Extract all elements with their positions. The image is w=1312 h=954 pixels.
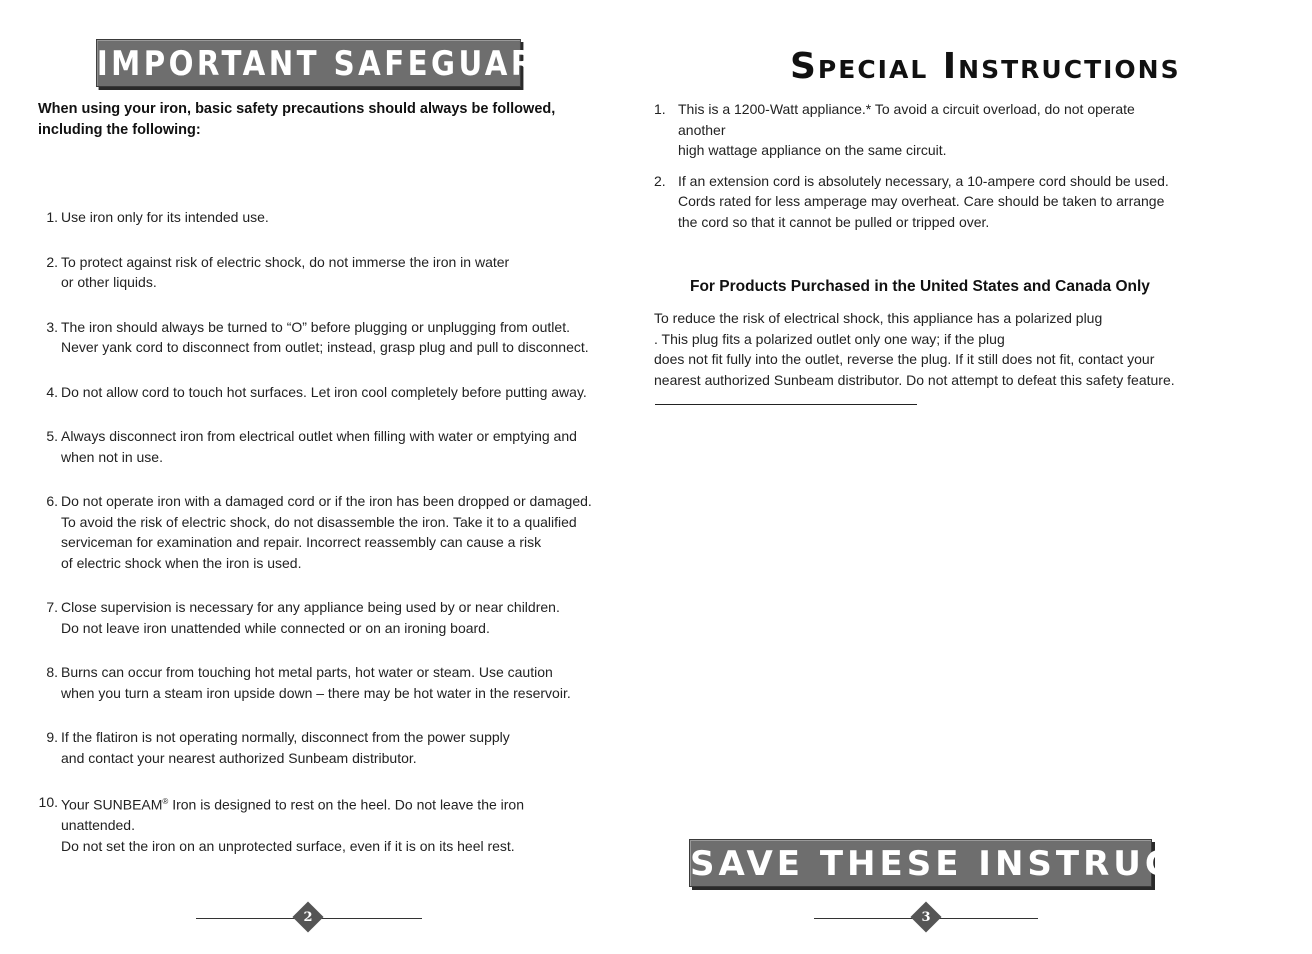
safeguards-intro: When using your iron, basic safety precautions should always be followed, including the following: [38, 101, 556, 138]
list-item: 6. Do not operate iron with a damaged cord or if the iron has been dropped or damaged. To avoid the risk of electric shock, do not disassemble the iron. Take it to a qualified serviceman for examination and repair. Incorrect reassembly can cause a risk of electric shock when the iron is used. [46, 493, 592, 571]
us-canada-subheading: For Products Purchased in the United States and Canada Only [690, 278, 1150, 295]
list-item: 1. This is a 1200-Watt appliance.* To avoid a circuit overload, do not operate another high wattage appliance on the same circuit. [654, 101, 1135, 158]
list-item: 2. If an extension cord is absolutely necessary, a 10-ampere cord should be used. Cords rated for less amperage may overheat. Care should be taken to arrange the cord so that it cannot be pulled or tripped over. [654, 172, 1169, 230]
special-instructions-list [654, 99, 1184, 242]
important-safeguards-banner: IMPORTANT SAFEGUARDS [96, 39, 521, 87]
save-these-instructions-banner: SAVE THESE INSTRUCTIONS [689, 839, 1152, 887]
list-item: 2. To protect against risk of electric shock, do not immerse the iron in water or other liquids. [46, 253, 510, 290]
page-number-left: 2 [196, 904, 422, 934]
list-item: 10. Your SUNBEAM® Iron is designed to rest on the heel. Do not leave the iron unattended. Do not set the iron on an unprotected surface, even if it is on its heel rest. [38, 794, 524, 854]
list-item: 3. The iron should always be turned to “O” before plugging or unplugging from outlet. Never yank cord to disconnect from outlet; instead, grasp plug and pull to disconnect. [46, 318, 589, 355]
special-instructions-title: Special Instructions [790, 46, 1181, 87]
page-number-right: 3 [814, 904, 1038, 934]
list-item: 8. Burns can occur from touching hot metal parts, hot water or steam. Use caution when you turn a steam iron upside down – there may be hot water in the reservoir. [46, 664, 571, 701]
list-item: 7. Close supervision is necessary for any appliance being used by or near children. Do not leave iron unattended while connected or on an ironing board. [46, 599, 560, 636]
list-item: 1. Use iron only for its intended use. [46, 209, 269, 225]
list-item: 4. Do not allow cord to touch hot surfaces. Let iron cool completely before putting away. [46, 383, 587, 400]
safeguards-list [34, 207, 594, 856]
polarized-plug-paragraph: To reduce the risk of electrical shock, this appliance has a polarized plug . This plug fits a polarized outlet only one way; if the plug does not fit fully into the outlet, reverse the plug. If it still does not fit, contact your nearest authorized Sunbeam distributor. Do not attempt to defeat this safety feature. [654, 310, 1175, 388]
list-item: 9. If the flatiron is not operating normally, disconnect from the power supply and contact your nearest authorized Sunbeam distributor. [46, 729, 510, 766]
list-item: 5. Always disconnect iron from electrical outlet when filling with water or emptying and when not in use. [46, 428, 577, 465]
footnote-divider [655, 404, 917, 405]
registered-mark: ® [162, 797, 169, 806]
